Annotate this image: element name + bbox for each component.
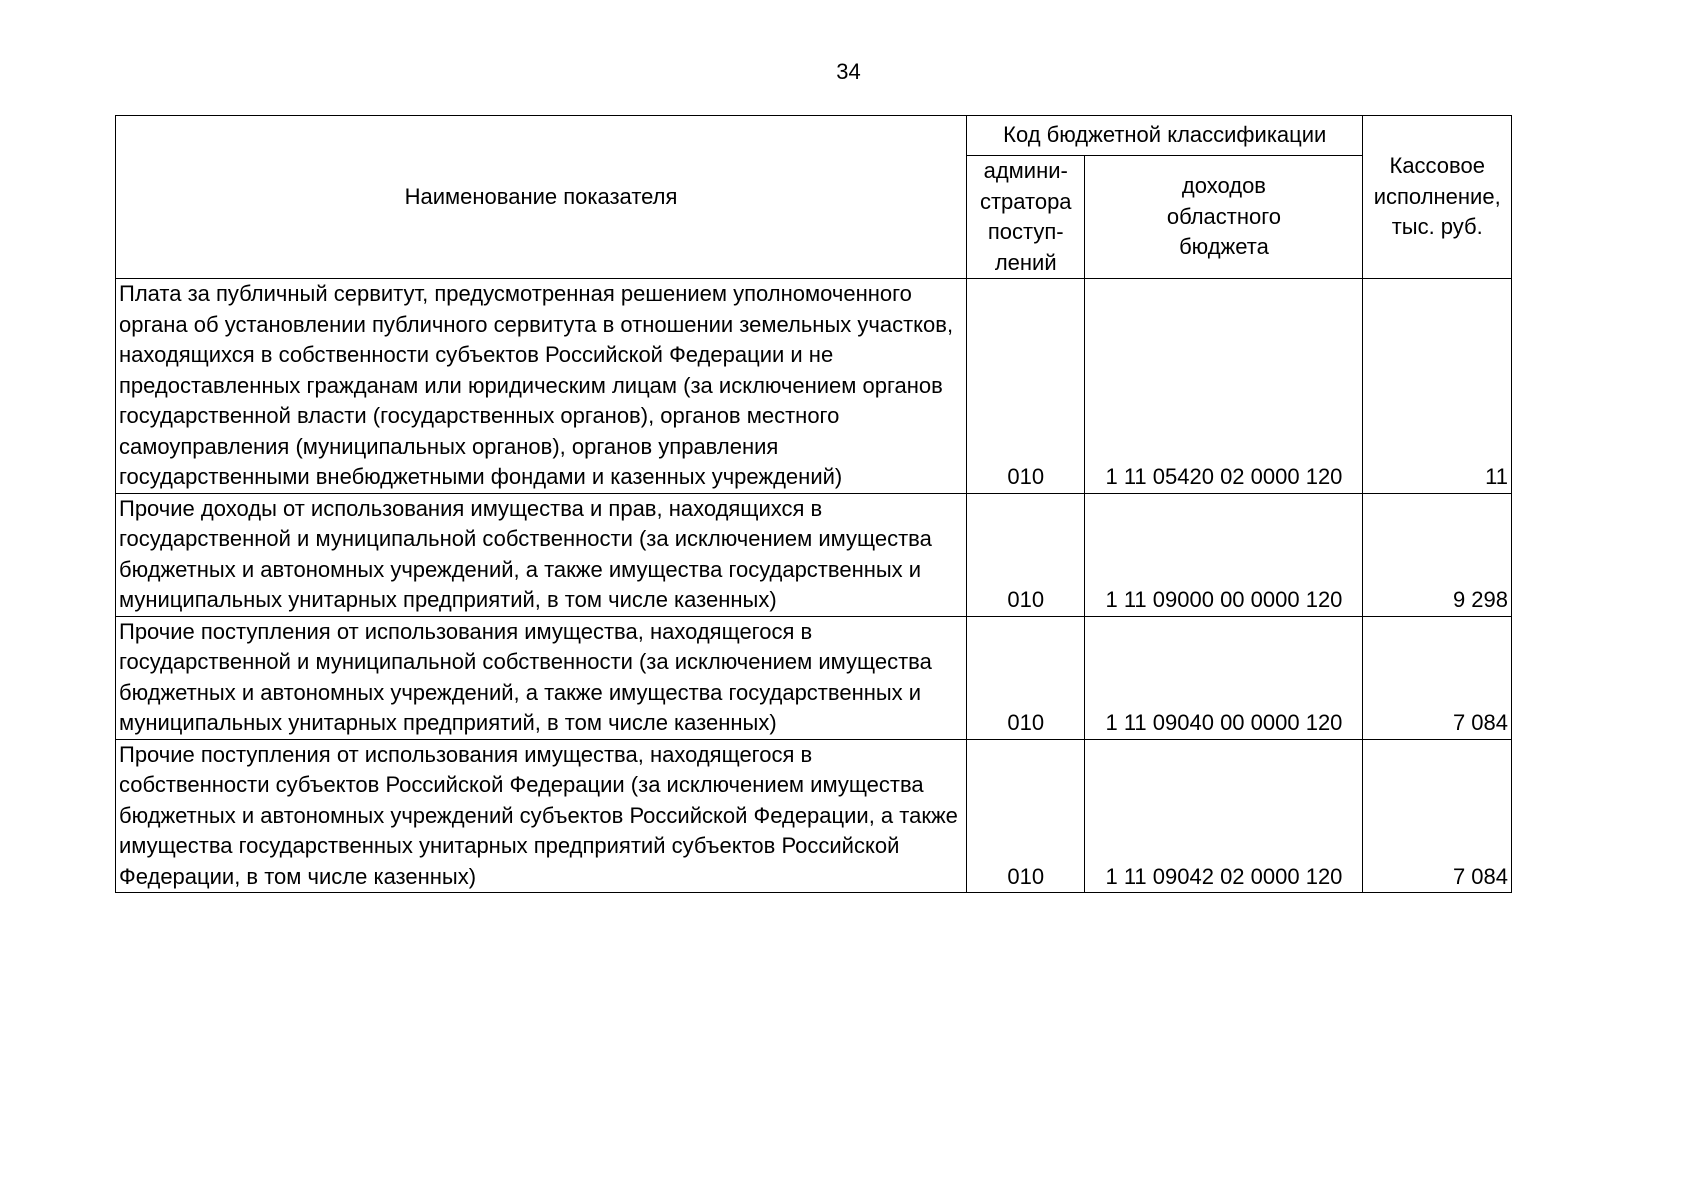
row-name: Прочие доходы от использования имущества и прав, находящихся в государственной и муниципальной собственности (за исключением имущества бюджетных и автономных учреждений, а также имущества государственных и муниципальных унитарных предприятий, в том числе казенных)	[116, 493, 967, 616]
header-execution: Кассовое исполнение, тыс. руб.	[1363, 116, 1512, 279]
row-income-code: 1 11 09040 00 0000 120	[1085, 616, 1363, 739]
row-admin-code: 010	[967, 493, 1085, 616]
row-name: Прочие поступления от использования имущества, находящегося в государственной и муниципальной собственности (за исключением имущества бюджетных и автономных учреждений, а также имущества государственных и муниципальных унитарных предприятий, в том числе казенных)	[116, 616, 967, 739]
header-name: Наименование показателя	[116, 116, 967, 279]
row-execution: 11	[1363, 279, 1512, 494]
page-number: 34	[836, 59, 861, 84]
row-income-code: 1 11 05420 02 0000 120	[1085, 279, 1363, 494]
table-row	[116, 493, 1512, 616]
budget-table	[115, 115, 1512, 893]
table-row	[116, 739, 1512, 893]
table-row	[116, 279, 1512, 494]
row-income-code: 1 11 09042 02 0000 120	[1085, 739, 1363, 893]
header-code-group: Код бюджетной классификации	[967, 116, 1363, 156]
header-income: доходов областного бюджета	[1085, 156, 1363, 279]
row-admin-code: 010	[967, 616, 1085, 739]
row-income-code: 1 11 09000 00 0000 120	[1085, 493, 1363, 616]
row-admin-code: 010	[967, 739, 1085, 893]
header-admin: админи- стратора поступ- лений	[967, 156, 1085, 279]
row-execution: 9 298	[1363, 493, 1512, 616]
row-name: Прочие поступления от использования имущества, находящегося в собственности субъектов Российской Федерации (за исключением имущества бюджетных и автономных учреждений субъектов Российской Федерации, а также имущества государственных унитарных предприятий субъектов Российской Федерации, в том числе казенных)	[116, 739, 967, 893]
table-row	[116, 616, 1512, 739]
row-execution: 7 084	[1363, 739, 1512, 893]
row-admin-code: 010	[967, 279, 1085, 494]
row-name: Плата за публичный сервитут, предусмотренная решением уполномоченного органа об установлении публичного сервитута в отношении земельных участков, находящихся в собственности субъектов Российской Федерации и не предоставленных гражданам или юридическим лицам (за исключением органов государственной власти (государственных органов), органов местного самоуправления (муниципальных органов), органов управления государственными внебюджетными фондами и казенных учреждений)	[116, 279, 967, 494]
row-execution: 7 084	[1363, 616, 1512, 739]
